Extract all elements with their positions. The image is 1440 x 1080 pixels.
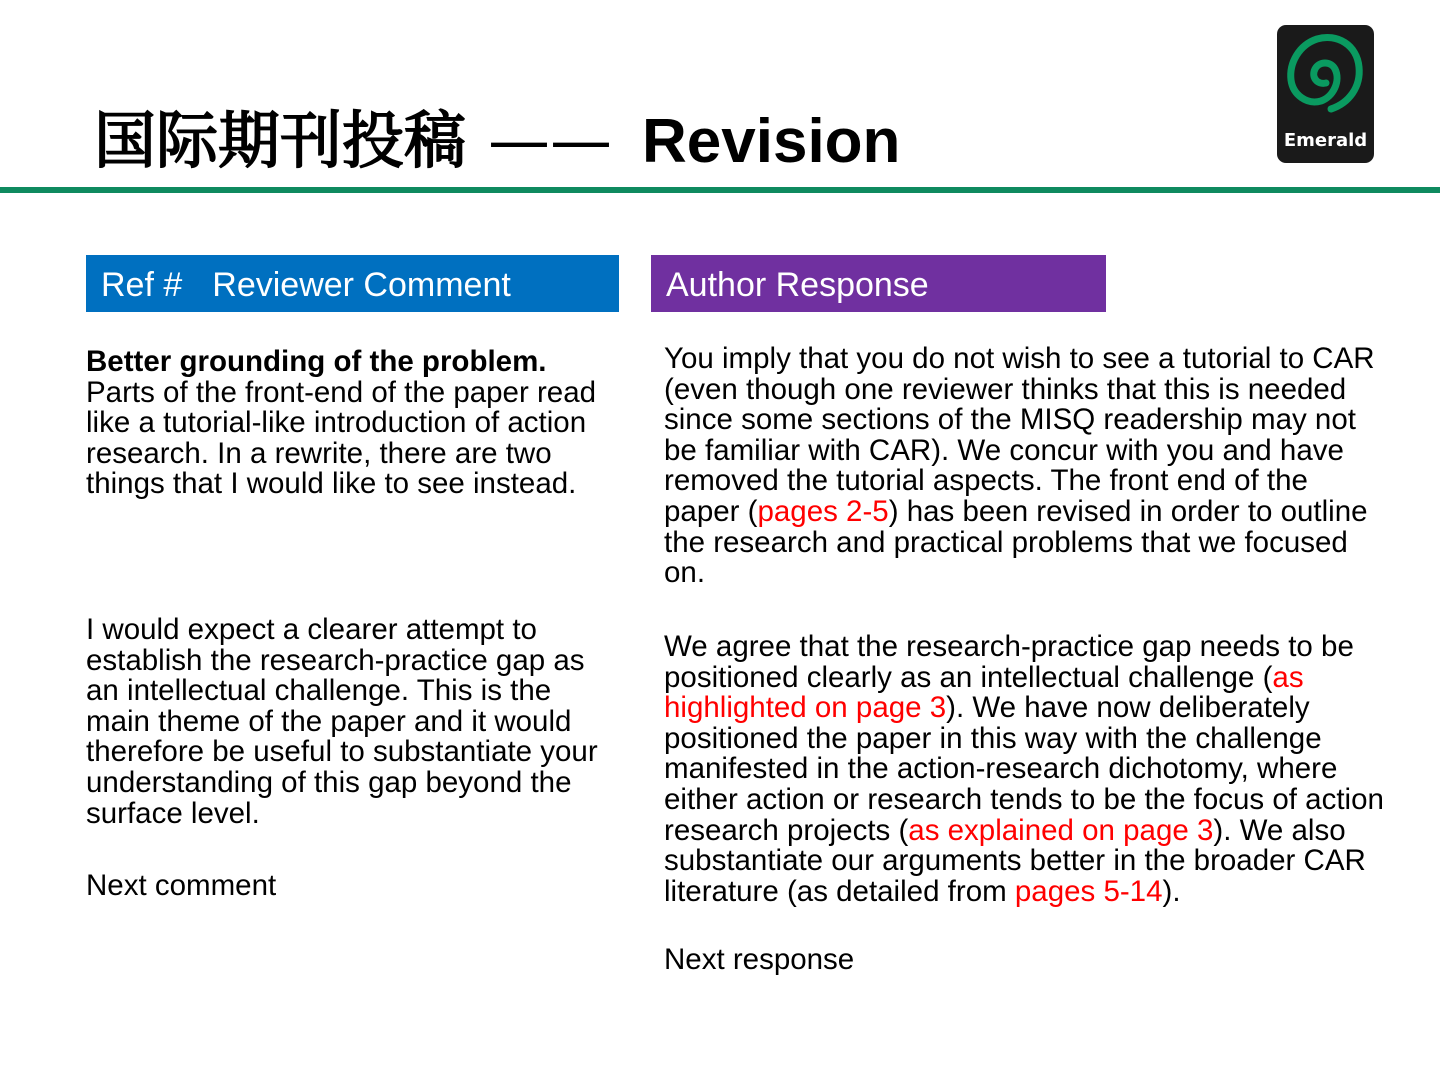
title-underline: [0, 187, 1440, 193]
next-comment-text: Next comment: [86, 869, 277, 902]
ref-number-label: Ref #: [101, 266, 183, 304]
response-1-text-b: ) has been revised in order to outline the research and practical problems that we focused on.: [664, 494, 1368, 590]
reviewer-comment-header: [86, 255, 619, 312]
response-2-text-d: ).: [1162, 874, 1181, 908]
next-response-text: Next response: [664, 943, 855, 976]
reviewer-comment-label: Reviewer Comment: [212, 266, 511, 304]
response-2-page-ref-1: as highlighted on page 3: [664, 660, 1304, 725]
slide-title: [94, 100, 900, 182]
title-english: Revision: [642, 107, 901, 176]
next-comment: [86, 871, 620, 902]
emerald-logo: [1277, 25, 1374, 163]
response-2-text-c: ). We also substantiate our arguments better in the broader CAR literature (as detailed from: [664, 813, 1366, 908]
title-separator: ——: [488, 104, 613, 177]
response-2-text-a: We agree that the research-practice gap needs to be positioned clearly as an intellectual challenge (: [664, 630, 1354, 694]
response-2-page-ref-2: as explained on page 3: [908, 813, 1214, 847]
next-response: [664, 945, 1384, 976]
comment-1-text: Parts of the front-end of the paper read like a tutorial-like introduction of action research. In a rewrite, there are two things that I would like to see instead.: [86, 375, 597, 501]
reviewer-comment-2: [86, 615, 620, 829]
logo-wordmark: Emerald: [1283, 130, 1368, 151]
response-1-page-ref: pages 2-5: [757, 494, 889, 528]
author-response-label: Author Response: [666, 266, 929, 304]
title-chinese: 国际期刊投稿: [94, 104, 467, 177]
response-1-text-a: You imply that you do not wish to see a tutorial to CAR (even though one reviewer thinks that this is needed since some sections of the MISQ readership may not be familiar with CAR). We concur with you and have removed the tutorial aspects. The front end of the paper (: [664, 342, 1375, 528]
response-2-text-b: ). We have now deliberately positioned the paper in this way with the challenge manifested in the action-research dichotomy, where either action or research tends to be the focus of action research projects (: [664, 691, 1384, 847]
reviewer-comment-1: [86, 347, 620, 500]
comment-1-heading: Better grounding of the problem.: [86, 345, 547, 378]
author-response-2: [664, 632, 1384, 907]
response-2-page-ref-3: pages 5-14: [1014, 874, 1163, 908]
comment-2-text: I would expect a clearer attempt to establish the research-practice gap as an intellectual challenge. This is the main theme of the paper and it would therefore be useful to substantiate your understanding of this gap beyond the surface level.: [86, 613, 598, 830]
author-response-1: [664, 344, 1384, 589]
author-response-header: [651, 255, 1106, 312]
